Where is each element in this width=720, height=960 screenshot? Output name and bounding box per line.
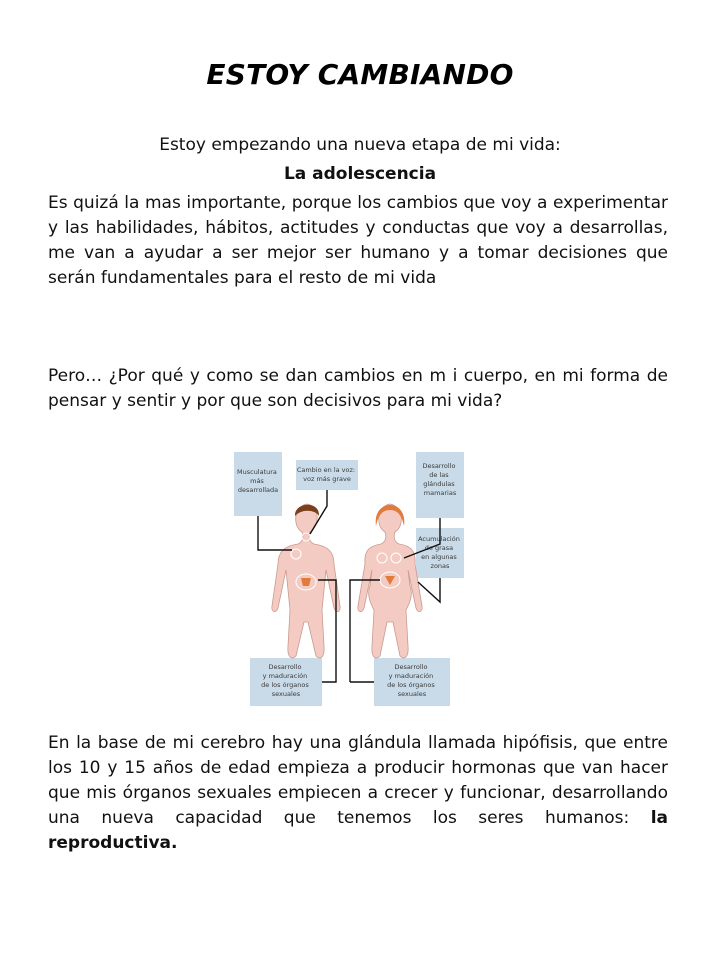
label-voz-line1: Cambio en la voz: <box>296 466 356 474</box>
label-organos-boy-line3: de los órganos <box>261 681 309 689</box>
label-organos-boy-line4: sexuales <box>271 690 301 698</box>
puberty-changes-illustration <box>232 446 490 708</box>
intro-line: Estoy empezando una nueva etapa de mi vida: <box>159 135 561 155</box>
label-voz <box>296 460 358 490</box>
label-organos-girl-line1: Desarrollo <box>394 663 428 671</box>
label-musculatura-line1: Musculatura <box>237 468 277 476</box>
label-organos-girl-line2: y maduración <box>388 672 434 680</box>
paragraph-hipofisis <box>48 731 668 856</box>
label-voz-line2: voz más grave <box>303 475 351 483</box>
label-grasa-line1: Acumulación <box>418 535 460 543</box>
section-subtitle: La adolescencia <box>283 164 437 184</box>
paragraph-hipofisis-text: En la base de mi cerebro hay una glándula llamada hipófisis, que entre los 10 y 15 años de edad empieza a producir hormonas que van hacer que mis órganos sexuales empiecen a crecer y funcionar, desarrollando una nueva capacidad que tenemos los seres humanos: <box>48 733 668 828</box>
label-musculatura <box>234 452 282 516</box>
label-organos-girl-line4: sexuales <box>397 690 427 698</box>
girl-figure <box>358 504 422 658</box>
paragraph-question: Pero… ¿Por qué y como se dan cambios en m i cuerpo, en mi forma de pensar y sentir y por que son decisivos para mi vida? <box>48 366 668 411</box>
label-organos-girl-line3: de los órganos <box>387 681 435 689</box>
label-glandulas-line3: glándulas <box>423 480 455 488</box>
label-glandulas-line2: de las <box>429 471 449 479</box>
boy-figure <box>272 504 340 658</box>
label-glandulas-line1: Desarrollo <box>422 462 456 470</box>
label-organos-girl <box>374 658 450 706</box>
paragraph-importance: Es quizá la mas importante, porque los cambios que voy a experimentar y las habilidades, hábitos, actitudes y conductas que voy a desarrollas, me van a ayudar a ser mejor ser humano y a tomar decisiones que serán fundamentales para el resto de mi vida <box>48 193 668 288</box>
label-grasa-line2: de grasa <box>424 544 454 552</box>
label-musculatura-line2: más <box>250 477 264 485</box>
label-glandulas <box>416 452 464 518</box>
label-organos-boy-line1: Desarrollo <box>268 663 302 671</box>
svg-text:Cambio en la voz: voz má <box>297 466 357 483</box>
label-glandulas-line4: mamarias <box>423 489 457 497</box>
label-grasa-line3: en algunas <box>421 553 457 561</box>
label-musculatura-line3: desarrollada <box>237 486 279 494</box>
label-organos-boy-line2: y maduración <box>262 672 308 680</box>
page-title: ESTOY CAMBIANDO <box>206 58 514 91</box>
label-organos-boy <box>250 658 322 706</box>
label-grasa-line4: zonas <box>430 562 450 570</box>
svg-text:Desarrollo de las <box>422 462 457 497</box>
paragraph-hipofisis-bold: la reproductiva. <box>48 808 668 853</box>
